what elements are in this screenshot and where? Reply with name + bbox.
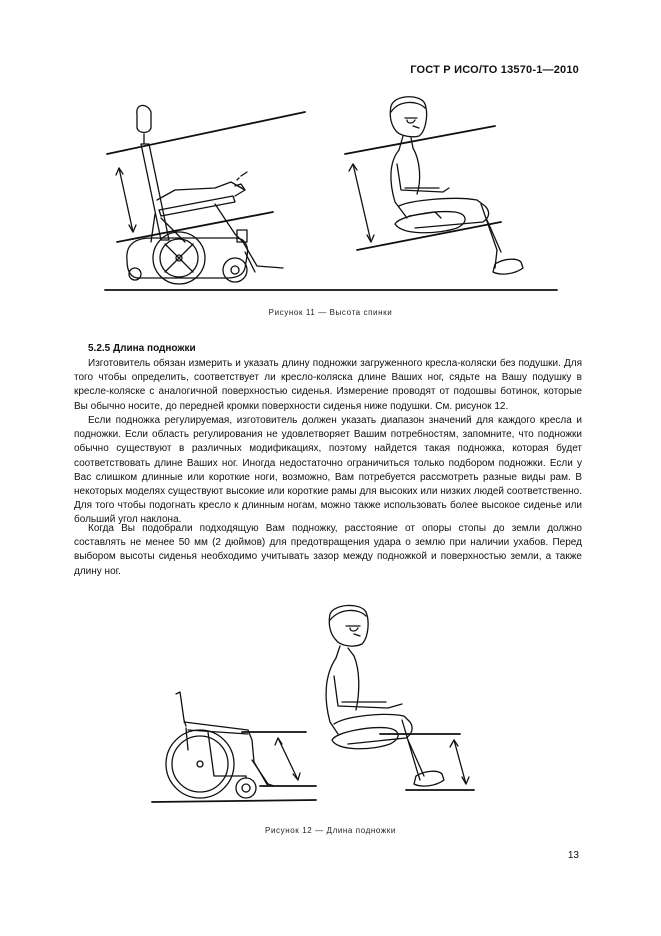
paragraph-1 [74,357,582,414]
paragraph-2-text: Если подножка регулируемая, изготовитель должен указать диапазон значений для каждого кресла и подножки. Если область регулирования не удовлетворяет Вашим потребностям, запомните, что подножки обычно существуют в различных модификациях, поэтому найдется такая подножка, которая будет соответствовать длине Ваших ног. Иногда недостаточно ограничиться только подбором подножки. Если у Вас слишком длинные или короткие ноги, возможно, Вам потребуется рассмотреть разные виды рам. В некоторых моделях существуют высокие или короткие рамы для высоких или низких людей соответственно. Для того чтобы подогнать кресло к длинным ногам, можно также использовать более высокое сиденье или больший угол наклона. [74,415,582,526]
section-heading: 5.2.5 Длина подножки [88,343,196,354]
page-number: 13 [567,850,579,861]
paragraph-1-text: Изготовитель обязан измерить и указать длину подножки загруженного кресла-коляски без подушки. Для того чтобы определить, соответствует ли кресло-коляска длине Ваших ног, сядьте на Вашу подушку в кресле-коляске с аналогичной поверхностью сиденья. Измерение проводят от подошвы ботинок, которые Вы обычно носите, до передней кромки поверхности сиденья ниже подушки. См. рисунок 12. [74,358,582,412]
paragraph-2 [74,414,582,528]
paragraph-3-text: Когда Вы подобрали подходящую Вам подножку, расстояние от опоры стопы до земли должно составлять не менее 50 мм (2 дюймов) для предотвращения удара о землю при наличии ухабов. Перед выбором высоты сиденья необходимо учитывать зазор между подножкой и поверхностью земли, а также длину ног. [74,523,582,577]
figure-11-caption: Рисунок 11 — Высота спинки [268,308,393,317]
figure-12-footrest-length [148,600,478,812]
figure-11-drawing [95,92,565,298]
paragraph-3 [74,522,582,579]
document-code-header: ГОСТ Р ИСО/ТО 13570-1—2010 [410,64,579,76]
figure-12-caption: Рисунок 12 — Длина подножки [265,826,396,835]
figure-11-backrest-height [95,92,565,298]
figure-12-drawing [148,600,478,812]
